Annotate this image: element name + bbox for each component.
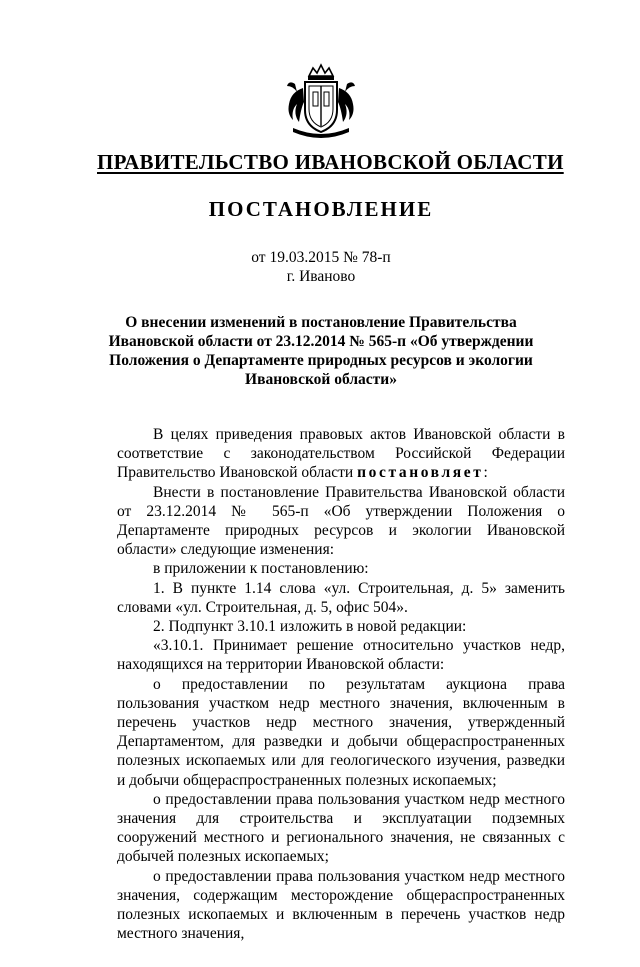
document-subject: [97, 313, 545, 389]
paragraph: о предоставлении права пользования участком недр местного значения для строительства и эксплуатации подземных сооружений местного и регионального значения, не связанных с добычей полезных ископаемых;: [117, 790, 565, 866]
coat-of-arms-icon: [283, 62, 359, 142]
document-type: ПОСТАНОВЛЕНИЕ: [208, 197, 434, 221]
subject-line: Ивановской области»: [245, 371, 397, 388]
document-meta: [97, 248, 545, 286]
paragraph: 1. В пункте 1.14 слова «ул. Строительная, д. 5» заменить словами «ул. Строительная, д. 5, офис 504».: [117, 579, 565, 616]
decree-keyword: постановляет: [357, 464, 484, 482]
subject-line: О внесении изменений в постановление Правительства: [125, 314, 517, 331]
date-number: от 19.03.2015 № 78-п: [251, 249, 391, 266]
paragraph-text: В целях приведения правовых актов Ивановской области в соответствие с законодательством Российской Федерации Правительство Ивановской области: [117, 426, 565, 482]
document-body: [117, 425, 565, 943]
document-page: [0, 62, 640, 967]
paragraph: «3.10.1. Принимает решение относительно участков недр, находящихся на территории Ивановской области:: [117, 637, 565, 674]
organization-title: ПРАВИТЕЛЬСТВО ИВАНОВСКОЙ ОБЛАСТИ: [97, 150, 564, 174]
paragraph: в приложении к постановлению:: [153, 560, 369, 578]
paragraph: [117, 425, 565, 483]
paragraph: о предоставлении по результатам аукциона права пользования участком недр местного значения, включенным в перечень участков недр местного значения, утвержденный Департаментом, для разведки и добычи общераспространенных полезных ископаемых или для геологического изучения, разведки и добычи общераспространенных полезных ископаемых;: [117, 675, 565, 789]
paragraph: о предоставлении права пользования участком недр местного значения, содержащим месторождение общераспространенных полезных ископаемых и включенным в перечень участков недр местного значения,: [117, 867, 565, 943]
paragraph-end: :: [483, 464, 488, 482]
subject-line: Ивановской области от 23.12.2014 № 565-п «Об утверждении: [108, 333, 534, 350]
paragraph: Внести в постановление Правительства Ивановской области от 23.12.2014 № 565-п «Об утверждении Положения о Департаменте природных ресурсов и экологии Ивановской области» следующие изменения:: [117, 483, 565, 559]
paragraph: 2. Подпункт 3.10.1 изложить в новой редакции:: [153, 618, 467, 636]
city: г. Иваново: [286, 268, 356, 285]
subject-line: Положения о Департаменте природных ресурсов и экологии: [109, 352, 533, 369]
